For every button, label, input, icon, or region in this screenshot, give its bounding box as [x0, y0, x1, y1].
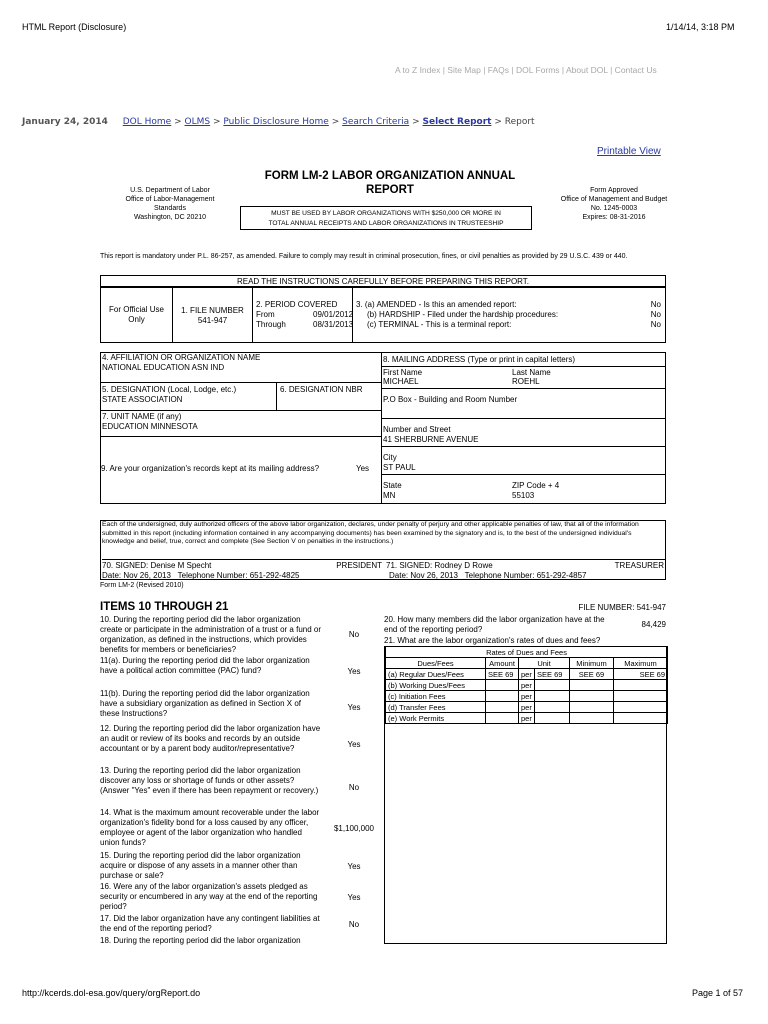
unit-name-cell: 7. UNIT NAME (if any) EDUCATION MINNESOTA [101, 411, 382, 437]
last-name-value: ROEHL [512, 377, 540, 386]
form-revised: Form LM-2 (Revised 2010) [100, 582, 184, 589]
footer-url: http://kcerds.dol-esa.gov/query/orgReport.do [22, 988, 201, 998]
records-question: 9. Are your organization's records kept at its mailing address? Yes [101, 464, 370, 473]
question-10: 10. During the reporting period did the labor organization create or participate in the administration of a trust or a fund or organization, as defined in the instructions, which provides benefits for members or beneficiaries? [100, 615, 322, 654]
signatures [102, 559, 666, 579]
signature-71-date: Date: Nov 26, 2013 Telephone Number: 651-292-4857 [389, 571, 587, 580]
amended-hardship-terminal: 3. (a) AMENDED - Is this an amended report: No (b) HARDSHIP - Filed under the hardship procedures: No (c) TERMINAL - This is a terminal report: No [356, 300, 661, 329]
breadcrumb-link-search-criteria[interactable]: Search Criteria [342, 117, 410, 127]
question-18: 18. During the reporting period did the labor organization [100, 936, 301, 945]
question-16: 16. Were any of the labor organization's assets pledged as security or encumbered in any way at the end of the reporting period? [100, 882, 318, 911]
mailing-address: 8. MAILING ADDRESS (Type or print in capital letters) First Name MICHAEL Last Name ROEHL P.O Box - Building and Room Number Number and Street 41 SHERBURNE AVENUE City ST PAUL State MN ZIP Code + 4 55103 [382, 353, 665, 503]
footer-page-number: Page 1 of 57 [692, 988, 744, 998]
omb-approval-block: Form Approved Office of Management and Budget No. 1245-0003 Expires: 08-31-2016 [560, 187, 668, 221]
designation-nbr-cell: 6. DESIGNATION NBR [277, 383, 382, 411]
po-box-cell: P.O Box - Building and Room Number [382, 389, 665, 419]
question-11a: 11(a). During the reporting period did the labor organization have a political action committee (PAC) fund? [100, 656, 310, 675]
question-17: 17. Did the labor organization have any contingent liabilities at the end of the reporting period? [100, 914, 320, 933]
first-name-value: MICHAEL [383, 377, 419, 386]
breadcrumb-date: January 24, 2014 [22, 117, 108, 127]
breadcrumb-link-select-report[interactable]: Select Report [422, 117, 492, 127]
question-14: 14. What is the maximum amount recoverable under the labor organization's fidelity bond for a loss caused by any officer, employee or agent of the labor organization who handled union funds? [100, 808, 320, 847]
breadcrumb-link-public-disclosure[interactable]: Public Disclosure Home [223, 117, 329, 127]
printable-view-link[interactable]: Printable View [597, 146, 661, 157]
signature-70: 70. SIGNED: Denise M Specht PRESIDENT [102, 561, 382, 570]
declaration-text: Each of the undersigned, duly authorized officers of the above labor organization, declares, under penalty of perjury and other applicable penalties of law, that all of the information submitted in this report (including information contained in any accompanying documents) has been examined by the signatory and is, to the best of the undersigned individual's knowledge and belief, true, correct and complete (See Section V on penalties in the instructions.) [102, 521, 639, 546]
top-links[interactable]: A to Z Index | Site Map | FAQs | DOL Forms | About DOL | Contact Us [395, 65, 657, 75]
dues-table-title: Rates of Dues and Fees [386, 647, 668, 658]
designation-value: STATE ASSOCIATION [102, 395, 183, 404]
breadcrumb-link-olms[interactable]: OLMS [184, 117, 211, 127]
file-number-cell: 1. FILE NUMBER 541-947 [173, 288, 253, 342]
breadcrumb: January 24, 2014 DOL Home > OLMS > Public Disclosure Home > Search Criteria > Select Report > Report [22, 117, 535, 127]
period-from-value: 09/01/2012 [313, 310, 354, 319]
question-20: 20. How many members did the labor organization have at the end of the reporting period? [384, 615, 605, 634]
period-covered-cell: 2. PERIOD COVERED From 09/01/2012 Through 08/31/2013 [253, 288, 353, 342]
street-cell: Number and Street 41 SHERBURNE AVENUE [382, 419, 665, 447]
mandatory-notice: This report is mandatory under P.L. 86-257, as amended. Failure to comply may result in criminal prosecution, fines, or civil penalties as provided by 29 U.S.C. 439 or 440. [100, 253, 628, 260]
items-questions: 10. During the reporting period did the labor organization create or participate in the administration of a trust or a fund or organization, as defined in the instructions, which provides benefits for members or beneficiaries? No 11(a). During the reporting period did the labor organization have a political action committee (PAC) fund? Yes 11(b). During the reporting period did the labor organization have a subsidiary organization as defined in Section X of these Instructions? Yes 12. During the reporting period did the labor organization have an audit or review of its books and records by an outside accountant or by a parent body auditor/representative? Yes 13. During the reporting period did the labor organization discover any loss or shortage of funds or other assets? (Answer "Yes" even if there has been repayment or recovery.) No 14. What is the maximum amount recoverable under the labor organization's fidelity bond for a loss caused by any officer, employee or agent of the labor organization who handled union funds? $1,100,000 15. During the reporting period did the labor organization acquire or dispose of any assets in a manner other than purchase or sale? Yes 16. Were any of the labor organization's assets pledged as security or encumbered in any way at the end of the reporting period? Yes 17. Did the labor organization have any contingent liabilities at the end of the reporting period? No 18. During the reporting period did the labor organization [100, 615, 375, 945]
signature-70-date: Date: Nov 26, 2013 Telephone Number: 651-292-4825 [102, 571, 300, 580]
dues-section-frame [384, 646, 667, 944]
items-heading: ITEMS 10 THROUGH 21 [100, 601, 229, 613]
form-title: FORM LM-2 LABOR ORGANIZATION ANNUAL REPORT [264, 170, 516, 196]
table-row: (b) Working Dues/Fees per [386, 680, 668, 691]
print-header-title: HTML Report (Disclosure) [22, 22, 127, 32]
breadcrumb-current: Report [504, 117, 535, 127]
state-value: MN [383, 491, 396, 500]
affiliation-value: NATIONAL EDUCATION ASN IND [102, 363, 225, 372]
declaration-section [100, 520, 666, 580]
city-cell: City ST PAUL [382, 447, 665, 475]
organization-section [100, 352, 666, 504]
items-file-number: FILE NUMBER: 541-947 [578, 603, 666, 612]
dues-fees-table: Rates of Dues and Fees Dues/Fees Amount Unit Minimum Maximum (a) Regular Dues/Fees SEE 69 per SEE 69 SEE 69 SEE 69 (b) Working Dues/Fees per (c) Initiation Fees per (d) Transfer Fees per (e) Work Permits per [385, 646, 668, 724]
question-12: 12. During the reporting period did the labor organization have an audit or review of its books and records by an outside accountant or by a parent body auditor/representative? [100, 724, 321, 753]
read-instructions-bar: READ THE INSTRUCTIONS CAREFULLY BEFORE PREPARING THIS REPORT. [100, 275, 666, 287]
table-row: (e) Work Permits per [386, 713, 668, 724]
header-section-1-3 [100, 287, 666, 343]
designation-cell: 5. DESIGNATION (Local, Lodge, etc.) STATE ASSOCIATION [101, 383, 277, 411]
zip-value: 55103 [512, 491, 535, 500]
city-value: ST PAUL [383, 463, 416, 472]
affiliation-cell: 4. AFFILIATION OR ORGANIZATION NAME NATIONAL EDUCATION ASN IND [101, 353, 382, 383]
state-zip-cell: State MN ZIP Code + 4 55103 [383, 481, 560, 500]
question-20-answer: 84,429 [641, 620, 666, 629]
print-header-datetime: 1/14/14, 3:18 PM [666, 22, 735, 32]
question-15: 15. During the reporting period did the labor organization acquire or dispose of any assets in a manner other than purchase or sale? [100, 851, 301, 880]
must-be-used-box: MUST BE USED BY LABOR ORGANIZATIONS WITH $250,000 OR MORE IN TOTAL ANNUAL RECEIPTS AND LABOR ORGANIZATIONS IN TRUSTEESHIP [240, 206, 532, 230]
file-number-value: 541-947 [197, 316, 228, 325]
question-13: 13. During the reporting period did the labor organization discover any loss or shortage of funds or other assets? (Answer "Yes" even if there has been repayment or recovery.) [100, 766, 319, 795]
street-value: 41 SHERBURNE AVENUE [383, 435, 479, 444]
table-row: (d) Transfer Fees per [386, 702, 668, 713]
signature-71: 71. SIGNED: Rodney D Rowe TREASURER [386, 561, 664, 570]
period-through-value: 08/31/2013 [313, 320, 354, 329]
question-21: 21. What are the labor organization's rates of dues and fees? [384, 636, 601, 645]
records-answer: Yes [356, 464, 370, 473]
agency-block: U.S. Department of Labor Office of Labor-Management Standards Washington, DC 20210 [125, 187, 215, 221]
table-row: (c) Initiation Fees per [386, 691, 668, 702]
unit-name-value: EDUCATION MINNESOTA [102, 422, 198, 431]
question-11b: 11(b). During the reporting period did the labor organization have a subsidiary organization as defined in Section X of these Instructions? [100, 689, 310, 718]
breadcrumb-link-dol-home[interactable]: DOL Home [122, 117, 172, 127]
official-use-cell: For Official Use Only [101, 288, 173, 342]
table-row: (a) Regular Dues/Fees SEE 69 per SEE 69 SEE 69 SEE 69 [386, 669, 668, 680]
